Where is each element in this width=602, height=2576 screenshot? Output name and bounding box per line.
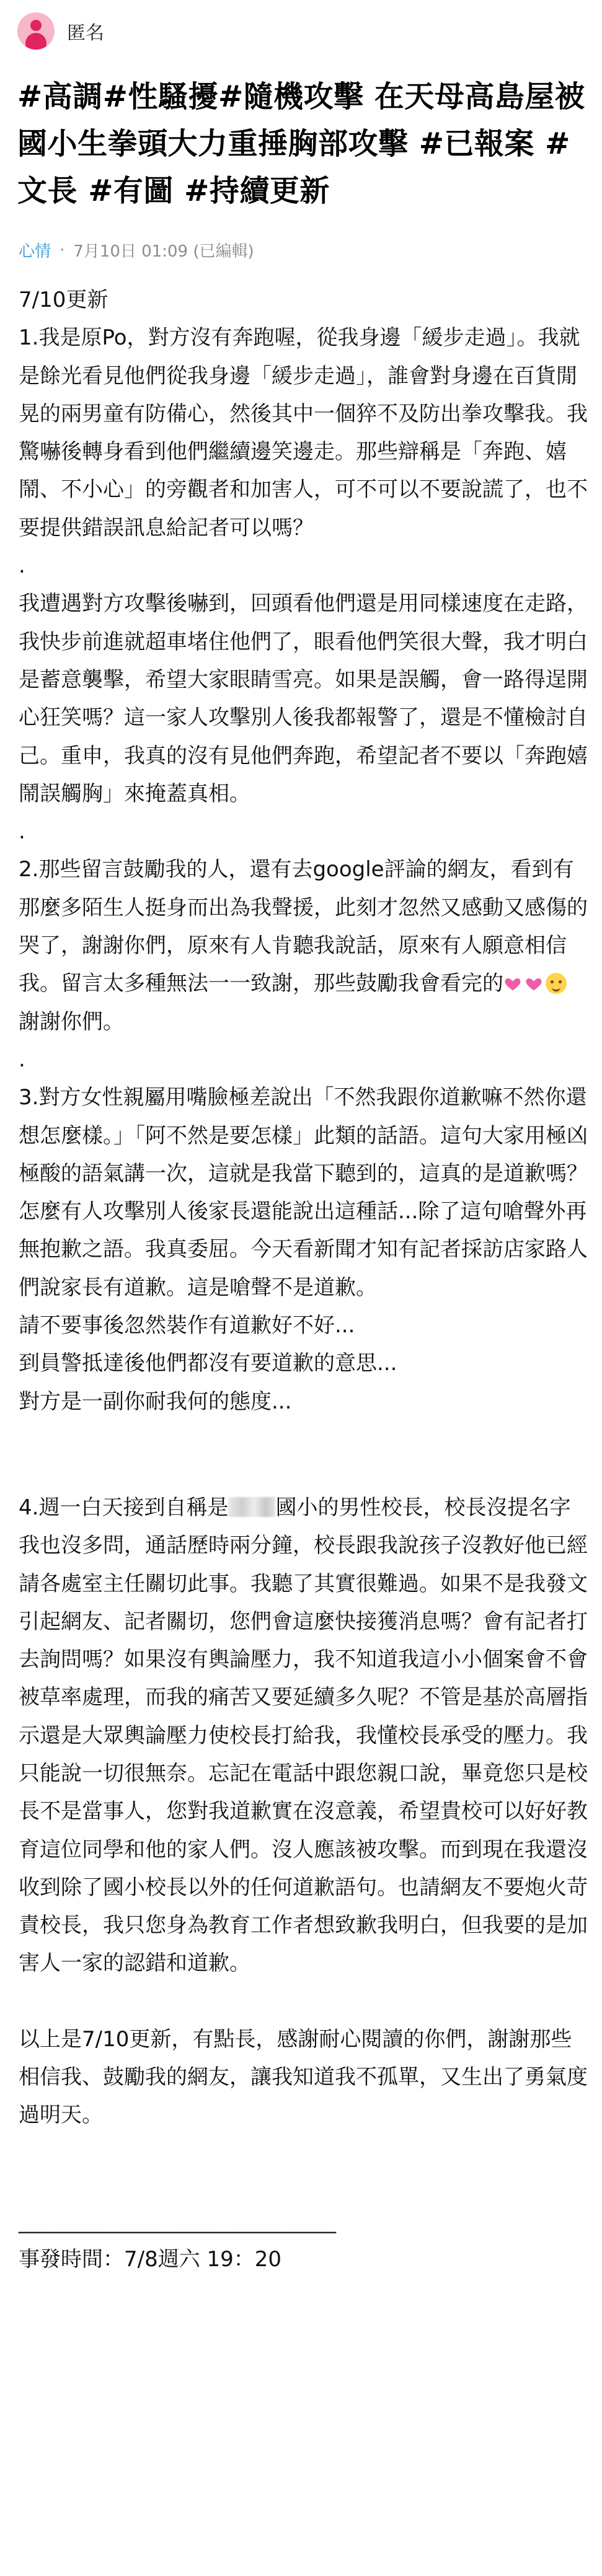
forum-link[interactable]: 心情	[19, 242, 51, 261]
paragraph-1b: 我遭遇對方攻擊後嚇到，回頭看他們還是用同樣速度在走路，我快步前進就超車堵住他們了，眼看他們笑很大聲，我才明白是蓄意襲擊，希望大家眼睛雪亮。如果是誤觸，會一路得逞開心狂笑嗎？這一家人攻擊別人後我都報警了，還是不懂檢討自己。重申，我真的沒有見他們奔跑，希望記者不要以「奔跑嬉鬧誤觸胸」來掩蓋真相。	[19, 591, 588, 806]
paragraph-4a: 4.週一白天接到自稱是	[19, 1495, 229, 1520]
paragraph-3c: 到員警抵達後他們都沒有要道歉的意思...	[19, 1351, 397, 1376]
post-content	[19, 281, 589, 2279]
paragraph-5: 以上是7/10更新，有點長，感謝耐心閱讀的你們，謝謝那些相信我、鼓勵我的網友，讓我知道我不孤單，又生出了勇氣度過明天。	[19, 2026, 588, 2128]
post-date: 7月10日 01:09 (已編輯)	[73, 242, 254, 261]
paragraph-2b: 謝謝你們。	[19, 1009, 124, 1034]
author-name[interactable]: 匿名	[67, 22, 104, 44]
pleading-face-emoji	[546, 973, 567, 994]
author-row[interactable]	[17, 6, 104, 56]
spacer	[19, 1421, 589, 1489]
spacer	[19, 1983, 589, 2021]
paragraph-2a: 2.那些留言鼓勵我的人，還有去google評論的網友，看到有那麼多陌生人挺身而出為我聲援，此刻才忽然又感動又感傷的哭了，謝謝你們，原來有人肯聽我說話，原來有人願意相信我。留言太多種無法一一致謝，那些鼓勵我會看完的	[19, 857, 588, 996]
dot-separator: .	[19, 553, 25, 579]
pink-heart-emoji	[525, 974, 543, 993]
event-time: 事發時間：7/8週六 19：20	[19, 2246, 282, 2272]
user-avatar-icon[interactable]	[17, 12, 55, 50]
meta-separator: ·	[60, 240, 65, 260]
paragraph-3b: 請不要事後忽然裝作有道歉好不好...	[19, 1313, 355, 1339]
paragraph-2	[19, 851, 589, 1040]
update-label: 7/10更新	[19, 288, 108, 312]
redacted-school-name	[228, 1497, 275, 1517]
paragraph-4	[19, 1489, 589, 1983]
spacer	[19, 2135, 589, 2203]
paragraph-1a: 1.我是原Po，對方沒有奔跑喔，從我身邊「緩步走過」。我就是餘光看見他們從我身邊「緩步走過」，誰會對身邊在百貨閒晃的兩男童有防備心，然後其中一個猝不及防出拳攻擊我。我驚嚇後轉身看到他們繼續邊笑邊走。那些辯稱是「奔跑、嬉鬧、不小心」的旁觀者和加害人，可不可以不要說謊了，也不要提供錯誤訊息給記者可以嗎？	[19, 325, 588, 540]
paragraph-3a: 3.對方女性親屬用嘴臉極差說出「不然我跟你道歉嘛不然你還想怎麼樣。」「阿不然是要怎樣」此類的話語。這句大家用極凶極酸的語氣講一次，這就是我當下聽到的，這真的是道歉嗎？怎麼有人攻擊別人後家長還能說出這種話...除了這句嗆聲外再無抱歉之語。我真委屈。今天看新聞才知有記者採訪店家路人們說家長有道歉。這是嗆聲不是道歉。	[19, 1085, 588, 1300]
paragraph-3d: 對方是一副你耐我何的態度...	[19, 1389, 292, 1414]
paragraph-4b: 國小的男性校長，校長沒提名字我也沒多問，通話歷時兩分鐘，校長跟我說孩子沒教好他已經請各處室主任關切此事。我聽了其實很難過。如果不是我發文引起網友、記者關切，您們會這麼快接獲消息嗎？會有記者打去詢問嗎？如果沒有輿論壓力，我不知道我這小小個案會不會被草率處理，而我的痛苦又要延續多久呢？不管是基於高層指示還是大眾輿論壓力使校長打給我，我懂校長承受的壓力。我只能說一切很無奈。忘記在電話中跟您親口說，畢竟您只是校長不是當事人，您對我道歉實在沒意義，希望貴校可以好好教育這位同學和他的家人們。沒人應該被攻擊。而到現在我還沒收到除了國小校長以外的任何道歉語句。也請網友不要炮火苛責校長，我只您身為教育工作者想致歉我明白，但我要的是加害人一家的認錯和道歉。	[19, 1495, 588, 1976]
post-title: #高調#性騷擾#隨機攻擊 在天母高島屋被國小生拳頭大力重捶胸部攻擊 #已報案 #文長 #有圖 #持續更新	[17, 79, 585, 208]
post-meta	[19, 239, 254, 262]
divider: __________________________________	[19, 2209, 335, 2234]
dot-separator: .	[19, 819, 25, 845]
pink-heart-emoji	[503, 974, 522, 993]
dot-separator: .	[19, 1047, 25, 1072]
